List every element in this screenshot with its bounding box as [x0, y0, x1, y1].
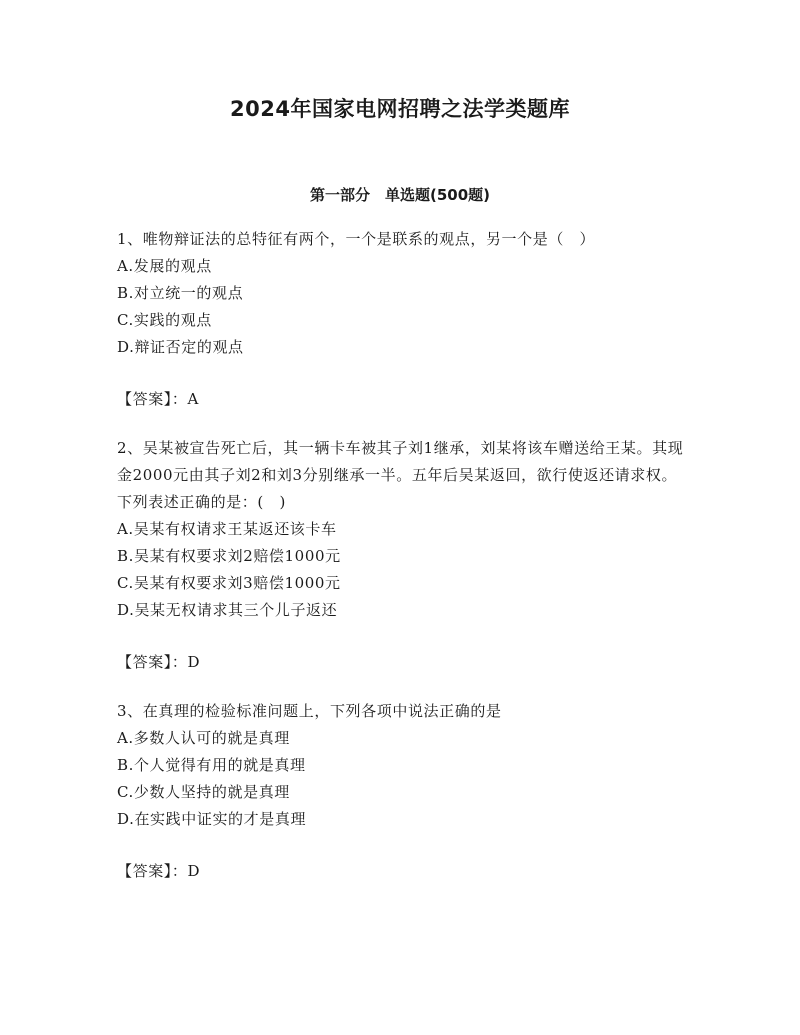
option-b: B.个人觉得有用的就是真理	[117, 756, 306, 774]
answer-1	[117, 386, 685, 413]
option-a: A.多数人认可的就是真理	[117, 729, 290, 747]
question-3	[117, 698, 685, 833]
answer-2	[117, 649, 685, 676]
option-d: D.吴某无权请求其三个儿子返还	[117, 601, 338, 619]
question-1	[117, 226, 685, 361]
answer-label: 【答案】：	[117, 862, 188, 880]
option-d: D.在实践中证实的才是真理	[117, 810, 307, 828]
answer-value: A	[187, 390, 199, 408]
option-c: C.实践的观点	[117, 311, 212, 329]
option-b: B.吴某有权要求刘2赔偿1000元	[117, 547, 341, 565]
document-title: 2024年国家电网招聘之法学类题库	[230, 97, 570, 121]
question-text: 3、在真理的检验标准问题上，下列各项中说法正确的是	[117, 702, 502, 720]
option-d: D.辩证否定的观点	[117, 338, 244, 356]
answer-value: D	[187, 653, 201, 671]
section-title: 第一部分 单选题(500题)	[309, 186, 491, 204]
option-c: C.吴某有权要求刘3赔偿1000元	[117, 574, 341, 592]
question-2	[117, 435, 685, 624]
answer-3	[117, 858, 685, 885]
option-b: B.对立统一的观点	[117, 284, 244, 302]
answer-label: 【答案】：	[117, 653, 188, 671]
answer-label: 【答案】：	[117, 390, 188, 408]
answer-value: D	[187, 862, 201, 880]
question-list	[117, 226, 685, 907]
question-text: 2、吴某被宣告死亡后，其一辆卡车被其子刘1继承，刘某将该车赠送给王某。其现金2000元由其子刘2和刘3分别继承一半。五年后吴某返回，欲行使返还请求权。下列表述正确的是：( )	[117, 439, 684, 511]
question-text: 1、唯物辩证法的总特征有两个，一个是联系的观点，另一个是（ ）	[117, 230, 596, 248]
option-a: A.吴某有权请求王某返还该卡车	[117, 520, 337, 538]
option-c: C.少数人坚持的就是真理	[117, 783, 290, 801]
option-a: A.发展的观点	[117, 257, 212, 275]
